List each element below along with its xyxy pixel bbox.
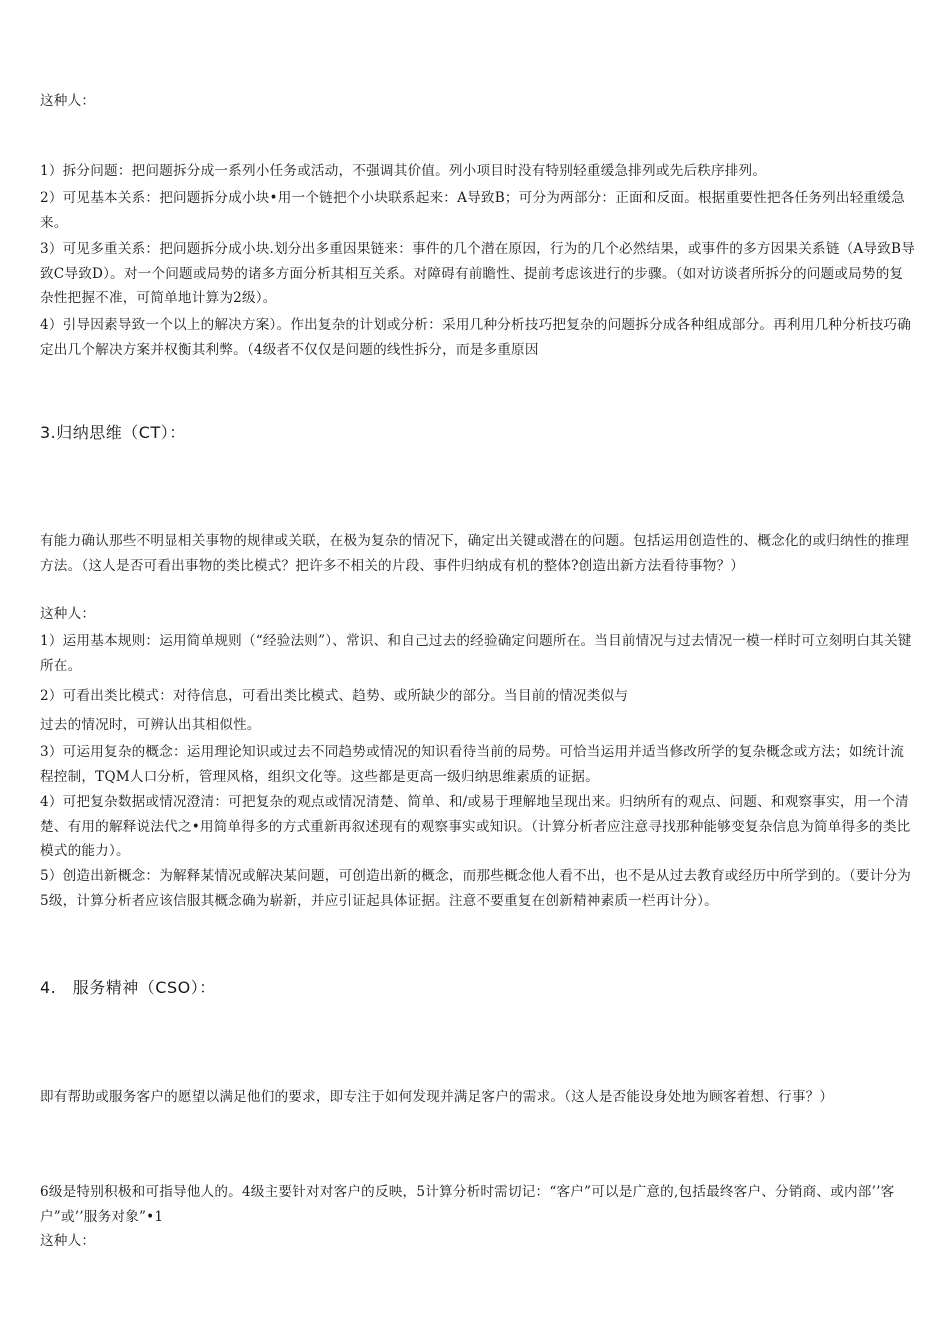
section3-heading: 3.归纳思维（CT）： xyxy=(40,423,186,442)
section4-this-person: 这种人： xyxy=(40,1233,96,1249)
section3-this-person: 这种人： xyxy=(40,606,96,622)
section4-intro: 即有帮助或服务客户的愿望以满足他们的要求，即专注于如何发现并满足客户的需求。（这人是否能设身处地为顾客着想、行事？） xyxy=(40,1089,834,1105)
section3-item-2b: 过去的情况时，可辨认出其相似性。 xyxy=(40,717,261,733)
section4-note: 6级是特别积极和可指导他人的。4级主要针对对客户的反映，5计算分析时需切记：“客户”可以是广意的,包括最终客户、分销商、或内部’’客户”或’’服务对象”•1 xyxy=(40,1184,895,1225)
section3-item-5: 5）创造出新概念：为解释某情况或解决某问题，可创造出新的概念，而那些概念他人看不出，也不是从过去教育或经历中所学到的。（要计分为5级，计算分析者应该信服其概念确为崭新，并应引证起具体证据。注意不要重复在创新精神素质一栏再计分）。 xyxy=(40,868,912,909)
section2-item-1: 1）拆分问题：把问题拆分成一系列小任务或活动，不强调其价值。列小项目时没有特别轻重缓急排列或先后秩序排列。 xyxy=(40,163,767,179)
section2-this-person: 这种人： xyxy=(40,93,96,109)
section2-item-4: 4）引导因素导致一个以上的解决方案）。作出复杂的计划或分析：采用几种分析技巧把复杂的问题拆分成各种组成部分。再利用几种分析技巧确定出几个解决方案并权衡其利弊。（4级者不仅仅是问题的线性拆分，而是多重原因 xyxy=(40,317,912,358)
section2-item-3: 3）可见多重关系：把问题拆分成小块.划分出多重因果链来：事件的几个潜在原因，行为的几个必然结果，或事件的多方因果关系链（A导致B导致C导致D）。对一个问题或局势的诸多方面分析其相互关系。对障碍有前瞻性、提前考虑该进行的步骤。（如对访谈者所拆分的问题或局势的复杂性把握不准，可简单地计算为2级）。 xyxy=(40,241,915,306)
section4-heading: 4. 服务精神（CSO）： xyxy=(40,978,216,997)
section3-item-4: 4）可把复杂数据或情况澄清：可把复杂的观点或情况清楚、简单、和/或易于理解地呈现出来。归纳所有的观点、问题、和观察事实，用一个清楚、有用的解释说法代之•用简单得多的方式重新再叙述现有的观察事实或知识。（计算分析者应注意寻找那种能够变复杂信息为简单得多的类比模式的能力）。 xyxy=(40,794,911,859)
section3-item-1: 1）运用基本规则：运用简单规则（“经验法则”）、常识、和自己过去的经验确定问题所在。当目前情况与过去情况一模一样时可立刻明白其关键所在。 xyxy=(40,633,912,674)
section3-intro: 有能力确认那些不明显相关事物的规律或关联，在极为复杂的情况下，确定出关键或潜在的问题。包括运用创造性的、概念化的或归纳性的推理方法。（这人是否可看出事物的类比模式？把许多不相关的片段、事件归纳成有机的整体?创造出新方法看待事物？） xyxy=(40,533,910,574)
section3-item-3: 3）可运用复杂的概念：运用理论知识或过去不同趋势或情况的知识看待当前的局势。可恰当运用并适当修改所学的复杂概念或方法；如统计流程控制，TQM人口分析，管理风格，组织文化等。这些都是更高一级归纳思维素质的证据。 xyxy=(40,744,905,785)
section3-item-2a: 2）可看出类比模式：对待信息，可看出类比模式、趋势、或所缺少的部分。当目前的情况类似与 xyxy=(40,688,629,704)
section2-item-2: 2）可见基本关系：把问题拆分成小块•用一个链把个小块联系起来：A导致B；可分为两部分：正面和反面。根据重要性把各任务列出轻重缓急来。 xyxy=(40,190,905,231)
